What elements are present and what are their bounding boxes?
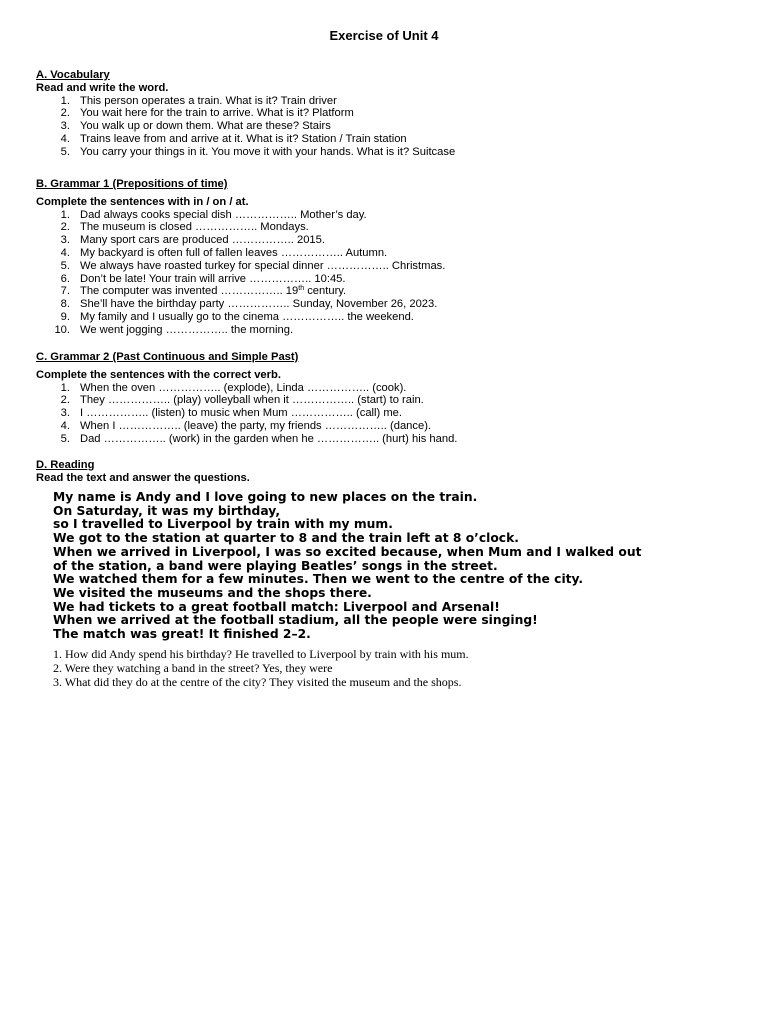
list-item: 1. This person operates a train. What is it? Train driver [60, 94, 337, 107]
answer-line: 3. What did they do at the centre of the city? They visited the museum and the shops. [53, 675, 462, 689]
vocabulary-list [36, 95, 756, 159]
passage-line: We visited the museums and the shops there. [53, 585, 372, 600]
list-item: 5. Dad …………….. (work) in the garden when he …………….. (hurt) his hand. [60, 432, 458, 445]
list-item: 2. You wait here for the train to arrive. What is it? Platform [60, 107, 354, 120]
passage-line: My name is Andy and I love going to new places on the train. [53, 490, 478, 504]
list-item: 2. The museum is closed …………….. Mondays. [60, 221, 309, 234]
list-item: 1. When the oven …………….. (explode), Linda …………….. (cook). [60, 381, 407, 394]
section-instruction: Complete the sentences with the correct verb. [36, 368, 281, 381]
list-item: 10. We went jogging …………….. the morning. [54, 323, 294, 336]
reading-section [36, 459, 756, 485]
grammar1-list [36, 209, 756, 337]
passage-line: When we arrived in Liverpool, I was so excited because, when Mum and I walked out [53, 544, 642, 559]
passage-line: We got to the station at quarter to 8 and the train left at 8 o’clock. [53, 531, 519, 546]
answer-line: 1. How did Andy spend his birthday? He travelled to Liverpool by train with his mum. [53, 647, 469, 661]
list-item: 3. You walk up or down them. What are these? Stairs [60, 120, 331, 133]
passage-line: so I travelled to Liverpool by train with my mum. [53, 517, 393, 532]
reading-passage [53, 491, 763, 642]
section-heading: C. Grammar 2 (Past Continuous and Simple Past) [36, 351, 299, 363]
passage-line: When we arrived at the football stadium, all the people were singing! [53, 613, 538, 628]
list-item: 7. The computer was invented …………….. 19th century. [60, 285, 347, 298]
reading-answers [53, 647, 753, 689]
list-item: 5. We always have roasted turkey for special dinner …………….. Christmas. [60, 259, 446, 272]
answer-line: 2. Were they watching a band in the street? Yes, they were [53, 661, 333, 675]
passage-line: The match was great! It finished 2–2. [53, 627, 311, 642]
passage-line: We had tickets to a great football match: Liverpool and Arsenal! [53, 599, 500, 614]
section-heading: D. Reading [36, 459, 95, 471]
grammar2-section [36, 351, 756, 446]
page-title: Exercise of Unit 4 [329, 28, 439, 43]
passage-line: On Saturday, it was my birthday, [53, 503, 280, 518]
section-instruction: Read and write the word. [36, 81, 169, 94]
vocabulary-section [36, 69, 756, 159]
list-item: 3. Many sport cars are produced …………….. 2015. [60, 234, 325, 247]
passage-line: of the station, a band were playing Beatles’ songs in the street. [53, 558, 498, 573]
passage-line: We watched them for a few minutes. Then we went to the centre of the city. [53, 572, 584, 587]
list-item: 4. My backyard is often full of fallen leaves …………….. Autumn. [60, 246, 388, 259]
list-item: 4. Trains leave from and arrive at it. What is it? Station / Train station [60, 132, 407, 145]
list-item: 9. My family and I usually go to the cinema …………….. the weekend. [60, 310, 414, 323]
list-item: 6. Don’t be late! Your train will arrive …………….. 10:45. [60, 272, 346, 285]
grammar1-section [36, 178, 756, 337]
list-item: 2. They …………….. (play) volleyball when it …………….. (start) to rain. [60, 394, 424, 407]
list-item: 4. When I …………….. (leave) the party, my friends …………….. (dance). [60, 419, 432, 432]
grammar2-list [36, 382, 756, 446]
section-heading: B. Grammar 1 (Prepositions of time) [36, 178, 228, 190]
section-instruction: Complete the sentences with in / on / at. [36, 195, 249, 208]
list-item: 1. Dad always cooks special dish …………….. Mother’s day. [60, 208, 367, 221]
list-item: 8. She’ll have the birthday party …………….. Sunday, November 26, 2023. [60, 298, 438, 311]
list-item: 3. I …………….. (listen) to music when Mum …………….. (call) me. [60, 407, 402, 420]
list-item: 5. You carry your things in it. You move it with your hands. What is it? Suitcase [60, 145, 456, 158]
section-heading: A. Vocabulary [36, 69, 110, 81]
section-instruction: Read the text and answer the questions. [36, 471, 250, 484]
